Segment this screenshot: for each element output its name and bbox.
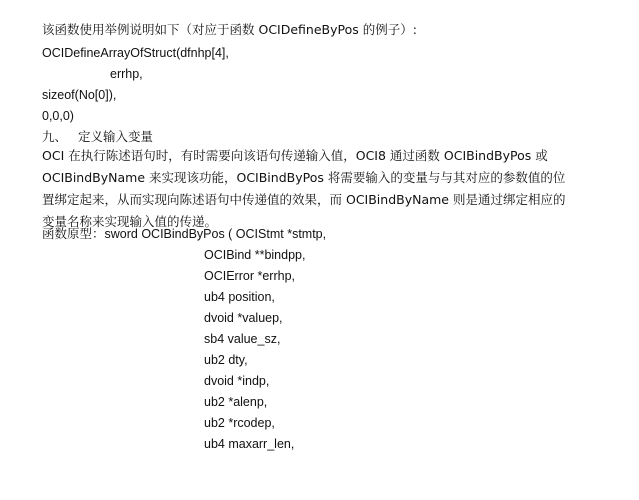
section-number: 九、 [42, 129, 68, 144]
prototype-param: OCIBind **bindpp, [204, 248, 306, 262]
example-call-line-2: errhp, [110, 67, 143, 81]
section-heading [42, 129, 153, 145]
prototype-param: sb4 value_sz, [204, 332, 281, 346]
body-paragraph: OCI 在执行陈述语句时，有时需要向该语句传递输入值，OCI8 通过函数 OCIBindByPos 或 OCIBindByName 来实现该功能，OCIBindByPos 将需要输入的变量与与其对应的参数值的位置绑定起来，从而实现向陈述语句中传递值的效果，而 OCIBindByName 则是通过绑定相应的变量名称来实现输入值的传递。 [42, 148, 566, 229]
example-call-line-4: 0,0,0) [42, 109, 74, 123]
prototype-param: ub2 dty, [204, 353, 248, 367]
prototype-param: ub2 *alenp, [204, 395, 268, 409]
prototype-param: OCIError *errhp, [204, 269, 295, 283]
example-call-line-1: OCIDefineArrayOfStruct(dfnhp[4], [42, 46, 229, 60]
prototype-param: dvoid *indp, [204, 374, 270, 388]
intro-line: 该函数使用举例说明如下（对应于函数 OCIDefineByPos 的例子）: [42, 22, 417, 37]
prototype-param: ub4 position, [204, 290, 275, 304]
prototype-signature: sword OCIBindByPos ( OCIStmt *stmtp, [104, 227, 327, 241]
prototype-first-line [42, 226, 326, 242]
section-title: 定义输入变量 [78, 129, 154, 144]
prototype-label: 函数原型： [42, 226, 105, 241]
prototype-param: ub2 *rcodep, [204, 416, 275, 430]
example-call-line-3: sizeof(No[0]), [42, 88, 117, 102]
prototype-param: ub4 maxarr_len, [204, 437, 295, 451]
prototype-param: dvoid *valuep, [204, 311, 283, 325]
